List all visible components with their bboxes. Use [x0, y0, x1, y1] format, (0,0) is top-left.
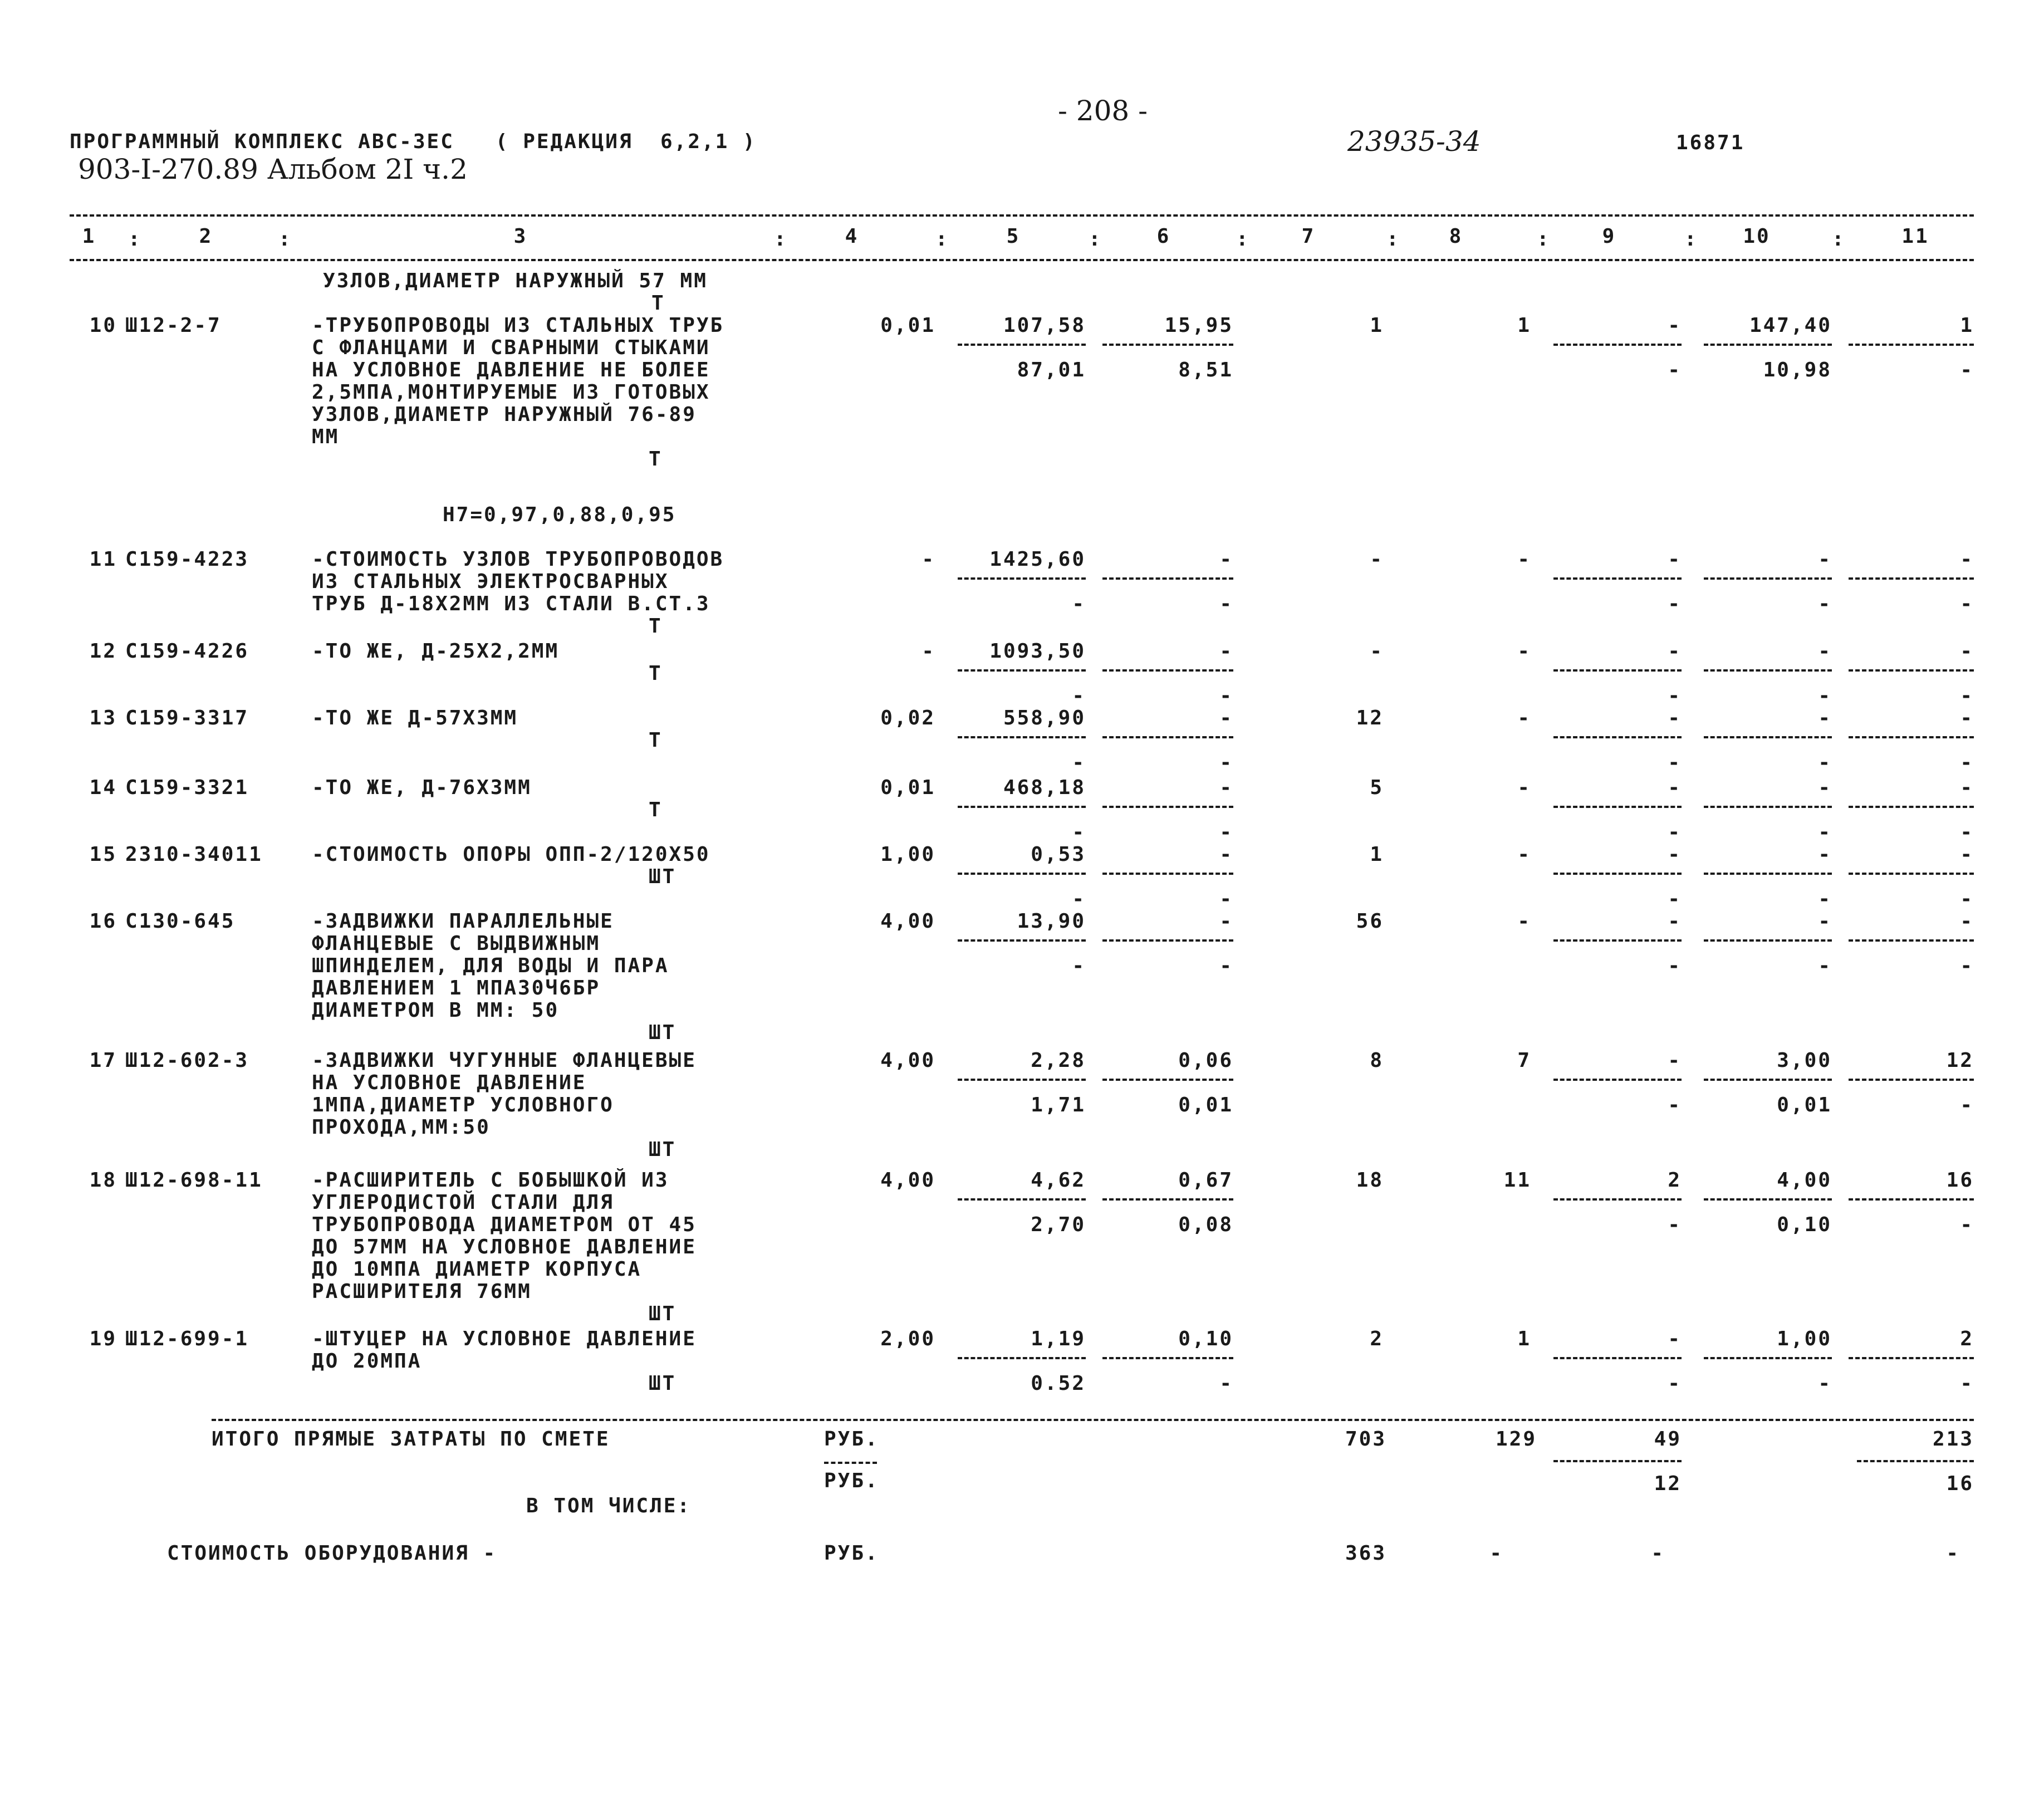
cell-c6: 0,10 — [1178, 1327, 1233, 1350]
cell-c9: - — [1668, 910, 1682, 933]
totals-label: ИТОГО ПРЯМЫЕ ЗАТРАТЫ ПО СМЕТЕ — [212, 1428, 610, 1451]
cell-c10: 1,00 — [1777, 1327, 1832, 1350]
work-description: -ТРУБОПРОВОДЫ ИЗ СТАЛЬНЫХ ТРУБ — [312, 314, 724, 337]
cell-c10: - — [1818, 910, 1832, 933]
cell-rule-c9 — [1553, 1079, 1682, 1081]
cell-rule-c10 — [1704, 577, 1832, 580]
cell-c8: - — [1517, 776, 1531, 799]
cell-c8: - — [1517, 843, 1531, 866]
cell-rule-c6 — [1102, 1079, 1233, 1081]
rate-code: Ш12-602-3 — [125, 1049, 249, 1072]
cell-c9b: - — [1668, 359, 1682, 381]
row-number: 19 — [89, 1327, 117, 1350]
cell-c10: 4,00 — [1777, 1169, 1832, 1192]
cell-c8: - — [1517, 640, 1531, 663]
cell-c10: - — [1818, 548, 1832, 571]
cell-c5b: - — [1072, 592, 1086, 615]
cell-c5: 107,58 — [1003, 314, 1086, 337]
cell-c11: 12 — [1946, 1049, 1974, 1072]
cell-c11b: - — [1960, 954, 1974, 977]
cell-c6: 0,06 — [1178, 1049, 1233, 1072]
cell-c4: 0,02 — [880, 707, 935, 729]
row-number: 15 — [89, 843, 117, 866]
col-header-9: 9 — [1602, 225, 1616, 248]
row-number: 17 — [89, 1049, 117, 1072]
totals-rule — [212, 1419, 1974, 1421]
cell-rule-c11 — [1849, 669, 1974, 672]
cell-rule-c6 — [1102, 736, 1233, 738]
col-separator: : — [278, 228, 292, 251]
work-description: УГЛЕРОДИСТОЙ СТАЛИ ДЛЯ — [312, 1191, 614, 1214]
col-header-11: 11 — [1901, 225, 1929, 248]
cell-c6b: - — [1219, 888, 1233, 910]
row-number: 16 — [89, 910, 117, 933]
cell-rule-c11 — [1849, 1198, 1974, 1201]
cell-c9: 2 — [1668, 1169, 1682, 1192]
unit-of-measure: ШТ — [649, 1302, 677, 1325]
cell-c4: 4,00 — [880, 1169, 935, 1192]
work-description: НА УСЛОВНОЕ ДАВЛЕНИЕ — [312, 1071, 587, 1094]
totals-col7: 703 — [1345, 1428, 1386, 1451]
cell-c5: 2,28 — [1031, 1049, 1086, 1072]
cell-c6b: - — [1219, 821, 1233, 844]
cell-c5: 0,53 — [1031, 843, 1086, 866]
work-description: -ЗАДВИЖКИ ПАРАЛЛЕЛЬНЫЕ — [312, 910, 614, 933]
cell-c10b: - — [1818, 1372, 1832, 1395]
totals-col11: 213 — [1932, 1428, 1974, 1451]
cell-c5b: - — [1072, 888, 1086, 910]
work-description: ПРОХОДА,ММ:50 — [312, 1116, 491, 1139]
cell-c9b: - — [1668, 1094, 1682, 1116]
equipment-label: СТОИМОСТЬ ОБОРУДОВАНИЯ - — [167, 1542, 497, 1565]
unit-of-measure: ШТ — [649, 865, 677, 888]
cell-rule-c11 — [1849, 1357, 1974, 1359]
program-title: ПРОГРАММНЫЙ КОМПЛЕКС АВС-3ЕС ( РЕДАКЦИЯ 6,2,1 ) — [70, 130, 757, 153]
unit-of-measure: ШТ — [649, 1021, 677, 1044]
cell-c4: - — [921, 548, 935, 571]
row-number: 14 — [89, 776, 117, 799]
rate-code: Ш12-2-7 — [125, 314, 222, 337]
work-description: -ТО ЖЕ Д-57Х3ММ — [312, 707, 518, 729]
cell-c7: 1 — [1370, 314, 1384, 337]
row-number: 10 — [89, 314, 117, 337]
cell-c9b: - — [1668, 1372, 1682, 1395]
row-number: 11 — [89, 548, 117, 571]
cell-rule-c9 — [1553, 806, 1682, 808]
cell-rule-c11 — [1849, 577, 1974, 580]
cell-c9b: - — [1668, 888, 1682, 910]
cell-rule-c5 — [958, 873, 1086, 875]
cell-c9: - — [1668, 1049, 1682, 1072]
cell-c11: - — [1960, 776, 1974, 799]
cell-c8: - — [1517, 548, 1531, 571]
col-header-4: 4 — [845, 225, 859, 248]
cell-rule-c6 — [1102, 344, 1233, 346]
work-description: -РАСШИРИТЕЛЬ С БОБЫШКОЙ ИЗ — [312, 1169, 669, 1192]
work-description: -ТО ЖЕ, Д-25Х2,2ММ — [312, 640, 560, 663]
cell-c7: 2 — [1370, 1327, 1384, 1350]
cell-c4: 4,00 — [880, 1049, 935, 1072]
cell-c11b: - — [1960, 821, 1974, 844]
cell-rule-c11 — [1849, 939, 1974, 942]
cell-c5: 1,19 — [1031, 1327, 1086, 1350]
project-title: 903-I-270.89 Альбом 2I ч.2 — [78, 153, 468, 185]
col-header-2: 2 — [199, 225, 213, 248]
work-description: ШПИНДЕЛЕМ, ДЛЯ ВОДЫ И ПАРА — [312, 954, 669, 977]
cell-c6b: 0,08 — [1178, 1213, 1233, 1236]
cell-rule-c5 — [958, 1357, 1086, 1359]
cell-c5b: 87,01 — [1017, 359, 1086, 381]
cell-c10b: 10,98 — [1763, 359, 1832, 381]
row-number: 13 — [89, 707, 117, 729]
cell-rule-c10 — [1704, 806, 1832, 808]
including-label: В ТОМ ЧИСЛЕ: — [526, 1495, 692, 1517]
cell-c7: 1 — [1370, 843, 1384, 866]
cell-c6: - — [1219, 548, 1233, 571]
cell-c8: 11 — [1503, 1169, 1531, 1192]
equipment-col8: - — [1489, 1542, 1503, 1565]
col-separator: : — [1386, 228, 1400, 251]
cell-c10: - — [1818, 776, 1832, 799]
doc-code: 23935-34 — [1347, 125, 1481, 158]
cell-rule-c9 — [1553, 344, 1682, 346]
work-description: 1МПА,ДИАМЕТР УСЛОВНОГО — [312, 1094, 614, 1116]
work-description: -СТОИМОСТЬ ОПОРЫ ОПП-2/120Х50 — [312, 843, 710, 866]
cell-c7: 18 — [1356, 1169, 1384, 1192]
cell-rule-c5 — [958, 736, 1086, 738]
cell-c8: 7 — [1517, 1049, 1531, 1072]
cell-c5b: 2,70 — [1031, 1213, 1086, 1236]
cell-c11b: - — [1960, 684, 1974, 707]
cell-c7: - — [1370, 548, 1384, 571]
cell-c9: - — [1668, 776, 1682, 799]
cell-c8: - — [1517, 707, 1531, 729]
cell-c6: - — [1219, 640, 1233, 663]
cell-c10b: 0,01 — [1777, 1094, 1832, 1116]
cell-rule-c5 — [958, 939, 1086, 942]
cell-c5: 558,90 — [1003, 707, 1086, 729]
col-header-5: 5 — [1006, 225, 1021, 248]
col-separator: : — [1236, 228, 1250, 251]
cell-c8: - — [1517, 910, 1531, 933]
cell-c6: 0,67 — [1178, 1169, 1233, 1192]
rate-code: С159-3317 — [125, 707, 249, 729]
continuation-unit: Т — [651, 292, 665, 315]
formula-line: Н7=0,97,0,88,0,95 — [443, 503, 677, 526]
cell-c11: 2 — [1960, 1327, 1974, 1350]
cell-c10: - — [1818, 707, 1832, 729]
cell-c5: 1093,50 — [989, 640, 1086, 663]
cell-c10b: - — [1818, 751, 1832, 774]
cell-c6b: - — [1219, 954, 1233, 977]
cell-c9: - — [1668, 843, 1682, 866]
equipment-col9: - — [1651, 1542, 1665, 1565]
rate-code: С159-4226 — [125, 640, 249, 663]
cell-c5b: - — [1072, 954, 1086, 977]
cell-c11: 1 — [1960, 314, 1974, 337]
cell-c11b: - — [1960, 359, 1974, 381]
work-description: ММ — [312, 425, 340, 448]
cell-c9: - — [1668, 1327, 1682, 1350]
unit-of-measure: ШТ — [649, 1372, 677, 1395]
col-separator: : — [1089, 228, 1102, 251]
cell-c9b: - — [1668, 592, 1682, 615]
cell-c11b: - — [1960, 592, 1974, 615]
cell-c6b: - — [1219, 751, 1233, 774]
cell-c11b: - — [1960, 1372, 1974, 1395]
rate-code: С159-4223 — [125, 548, 249, 571]
work-description: ФЛАНЦЕВЫЕ С ВЫДВИЖНЫМ — [312, 932, 601, 955]
cell-c9b: - — [1668, 751, 1682, 774]
col-separator: : — [1537, 228, 1551, 251]
cell-rule-c11 — [1849, 873, 1974, 875]
cell-c6: - — [1219, 776, 1233, 799]
rate-code: С159-3321 — [125, 776, 249, 799]
cell-c5: 4,62 — [1031, 1169, 1086, 1192]
cell-rule-c10 — [1704, 873, 1832, 875]
cell-rule-c9 — [1553, 669, 1682, 672]
cell-c11b: - — [1960, 1213, 1974, 1236]
work-description: -СТОИМОСТЬ УЗЛОВ ТРУБОПРОВОДОВ — [312, 548, 724, 571]
cell-rule-c5 — [958, 1079, 1086, 1081]
work-description: ТРУБОПРОВОДА ДИАМЕТРОМ ОТ 45 — [312, 1213, 697, 1236]
cell-rule-c9 — [1553, 1198, 1682, 1201]
work-description: -ЗАДВИЖКИ ЧУГУННЫЕ ФЛАНЦЕВЫЕ — [312, 1049, 697, 1072]
totals-unit-rule — [824, 1462, 877, 1464]
cell-c8: 1 — [1517, 314, 1531, 337]
work-description: ДИАМЕТРОМ В ММ: 50 — [312, 999, 560, 1022]
cell-c6b: - — [1219, 592, 1233, 615]
cell-rule-c11 — [1849, 806, 1974, 808]
cell-c6: - — [1219, 707, 1233, 729]
cell-c11: - — [1960, 843, 1974, 866]
cell-rule-c9 — [1553, 939, 1682, 942]
work-description: -ТО ЖЕ, Д-76Х3ММ — [312, 776, 532, 799]
cell-c11: - — [1960, 548, 1974, 571]
col-separator: : — [774, 228, 788, 251]
equipment-col7: 363 — [1345, 1542, 1386, 1565]
col-header-6: 6 — [1156, 225, 1171, 248]
totals-mid-rule-9 — [1553, 1460, 1682, 1462]
work-description: НА УСЛОВНОЕ ДАВЛЕНИЕ НЕ БОЛЕЕ — [312, 359, 710, 381]
unit-of-measure: ШТ — [649, 1138, 677, 1161]
cell-rule-c5 — [958, 344, 1086, 346]
totals-col9-b: 12 — [1654, 1472, 1682, 1495]
cell-rule-c10 — [1704, 939, 1832, 942]
cell-rule-c10 — [1704, 1198, 1832, 1201]
cell-c9b: - — [1668, 954, 1682, 977]
cell-rule-c10 — [1704, 1357, 1832, 1359]
cell-rule-c9 — [1553, 736, 1682, 738]
cell-rule-c11 — [1849, 736, 1974, 738]
work-description: ДАВЛЕНИЕМ 1 МПА30Ч6БР — [312, 977, 601, 1000]
unit-of-measure: Т — [649, 662, 663, 685]
rate-code: Ш12-698-11 — [125, 1169, 263, 1192]
cell-c10b: - — [1818, 954, 1832, 977]
cell-rule-c6 — [1102, 1198, 1233, 1201]
work-description: -ШТУЦЕР НА УСЛОВНОЕ ДАВЛЕНИЕ — [312, 1327, 697, 1350]
cell-c10b: - — [1818, 821, 1832, 844]
cell-c7: 5 — [1370, 776, 1384, 799]
work-description: 2,5МПА,МОНТИРУЕМЫЕ ИЗ ГОТОВЫХ — [312, 381, 710, 404]
cell-c7: 56 — [1356, 910, 1384, 933]
cell-c6b: 8,51 — [1178, 359, 1233, 381]
totals-unit: РУБ. — [824, 1428, 879, 1451]
cell-c10: - — [1818, 843, 1832, 866]
col-header-7: 7 — [1301, 225, 1316, 248]
cell-c10b: 0,10 — [1777, 1213, 1832, 1236]
cell-c4: 1,00 — [880, 843, 935, 866]
work-description: ДО 20МПА — [312, 1350, 422, 1373]
col-separators: : — [128, 228, 142, 251]
cell-c5b: - — [1072, 821, 1086, 844]
row-number: 18 — [89, 1169, 117, 1192]
cell-c5b: - — [1072, 751, 1086, 774]
cell-rule-c11 — [1849, 344, 1974, 346]
cell-c10: 147,40 — [1749, 314, 1832, 337]
unit-of-measure: Т — [649, 615, 663, 638]
cell-rule-c10 — [1704, 344, 1832, 346]
header-rule-top — [70, 214, 1974, 217]
cell-c10b: - — [1818, 592, 1832, 615]
cell-rule-c6 — [1102, 806, 1233, 808]
work-description: РАСШИРИТЕЛЯ 76ММ — [312, 1280, 532, 1303]
cell-c9: - — [1668, 707, 1682, 729]
cell-c4: - — [921, 640, 935, 663]
cell-c9b: - — [1668, 821, 1682, 844]
work-description: ДО 10МПА ДИАМЕТР КОРПУСА — [312, 1258, 642, 1281]
cell-c6b: 0,01 — [1178, 1094, 1233, 1116]
col-header-3: 3 — [513, 225, 528, 248]
unit-of-measure: Т — [649, 729, 663, 752]
work-description: УЗЛОВ,ДИАМЕТР НАРУЖНЫЙ 76-89 — [312, 403, 697, 426]
work-description: ТРУБ Д-18Х2ММ ИЗ СТАЛИ В.СТ.3 — [312, 592, 710, 615]
cell-c4: 0,01 — [880, 314, 935, 337]
work-description: ИЗ СТАЛЬНЫХ ЭЛЕКТРОСВАРНЫХ — [312, 570, 669, 593]
totals-mid-rule-11 — [1857, 1460, 1974, 1462]
cell-c10b: - — [1818, 888, 1832, 910]
cell-rule-c5 — [958, 1198, 1086, 1201]
equipment-col11: - — [1946, 1542, 1960, 1565]
cell-c11: - — [1960, 707, 1974, 729]
totals-col8: 129 — [1495, 1428, 1537, 1451]
cell-c4: 0,01 — [880, 776, 935, 799]
work-description: ДО 57ММ НА УСЛОВНОЕ ДАВЛЕНИЕ — [312, 1236, 697, 1258]
cell-c6: - — [1219, 910, 1233, 933]
cell-c5: 13,90 — [1017, 910, 1086, 933]
cell-c5b: 1,71 — [1031, 1094, 1086, 1116]
cell-rule-c10 — [1704, 736, 1832, 738]
cell-c9: - — [1668, 314, 1682, 337]
cell-c10b: - — [1818, 684, 1832, 707]
cell-rule-c6 — [1102, 939, 1233, 942]
col-header-8: 8 — [1449, 225, 1463, 248]
unit-of-measure: Т — [649, 798, 663, 821]
cell-c11b: - — [1960, 888, 1974, 910]
cell-rule-c10 — [1704, 1079, 1832, 1081]
rate-code: С130-645 — [125, 910, 236, 933]
cell-c10: 3,00 — [1777, 1049, 1832, 1072]
cell-rule-c6 — [1102, 577, 1233, 580]
cell-c9b: - — [1668, 684, 1682, 707]
rate-code: Ш12-699-1 — [125, 1327, 249, 1350]
cell-rule-c6 — [1102, 873, 1233, 875]
cell-rule-c5 — [958, 577, 1086, 580]
cell-c5b: 0.52 — [1031, 1372, 1086, 1395]
unit-of-measure: Т — [649, 448, 663, 471]
col-separator: : — [1832, 228, 1846, 251]
cell-c4: 4,00 — [880, 910, 935, 933]
row-number: 12 — [89, 640, 117, 663]
cell-rule-c6 — [1102, 1357, 1233, 1359]
cell-c8: 1 — [1517, 1327, 1531, 1350]
cell-c5: 468,18 — [1003, 776, 1086, 799]
page-number: - 208 - — [1058, 95, 1148, 127]
totals-col11-b: 16 — [1946, 1472, 1974, 1495]
header-rule-bottom — [70, 259, 1974, 261]
cell-rule-c5 — [958, 806, 1086, 808]
cell-c11: 16 — [1946, 1169, 1974, 1192]
col-header-1: 1 — [82, 225, 96, 248]
cell-c9b: - — [1668, 1213, 1682, 1236]
cell-c6b: - — [1219, 684, 1233, 707]
cell-c11: - — [1960, 640, 1974, 663]
cell-c6: - — [1219, 843, 1233, 866]
cell-c11b: - — [1960, 751, 1974, 774]
work-description: С ФЛАНЦАМИ И СВАРНЫМИ СТЫКАМИ — [312, 336, 710, 359]
cell-c11: - — [1960, 910, 1974, 933]
cell-rule-c5 — [958, 669, 1086, 672]
cell-rule-c9 — [1553, 873, 1682, 875]
cell-rule-c6 — [1102, 669, 1233, 672]
cell-c5b: - — [1072, 684, 1086, 707]
cell-c7: 12 — [1356, 707, 1384, 729]
cell-c9: - — [1668, 548, 1682, 571]
doc-number: 16871 — [1676, 131, 1745, 154]
cell-c4: 2,00 — [880, 1327, 935, 1350]
cell-c5: 1425,60 — [989, 548, 1086, 571]
cell-c7: 8 — [1370, 1049, 1384, 1072]
cell-rule-c9 — [1553, 577, 1682, 580]
cell-rule-c9 — [1553, 1357, 1682, 1359]
cell-c10: - — [1818, 640, 1832, 663]
equipment-unit: РУБ. — [824, 1542, 879, 1565]
col-header-10: 10 — [1743, 225, 1771, 248]
cell-c6b: - — [1219, 1372, 1233, 1395]
col-separator: : — [935, 228, 949, 251]
cell-rule-c11 — [1849, 1079, 1974, 1081]
cell-c6: 15,95 — [1164, 314, 1233, 337]
rate-code: 2310-34011 — [125, 843, 263, 866]
cell-c7: - — [1370, 640, 1384, 663]
totals-col9: 49 — [1654, 1428, 1682, 1451]
continuation-text: УЗЛОВ,ДИАМЕТР НАРУЖНЫЙ 57 ММ — [323, 270, 708, 292]
col-separator: : — [1684, 228, 1698, 251]
cell-c11b: - — [1960, 1094, 1974, 1116]
totals-unit-2: РУБ. — [824, 1469, 879, 1492]
cell-rule-c10 — [1704, 669, 1832, 672]
cell-c9: - — [1668, 640, 1682, 663]
